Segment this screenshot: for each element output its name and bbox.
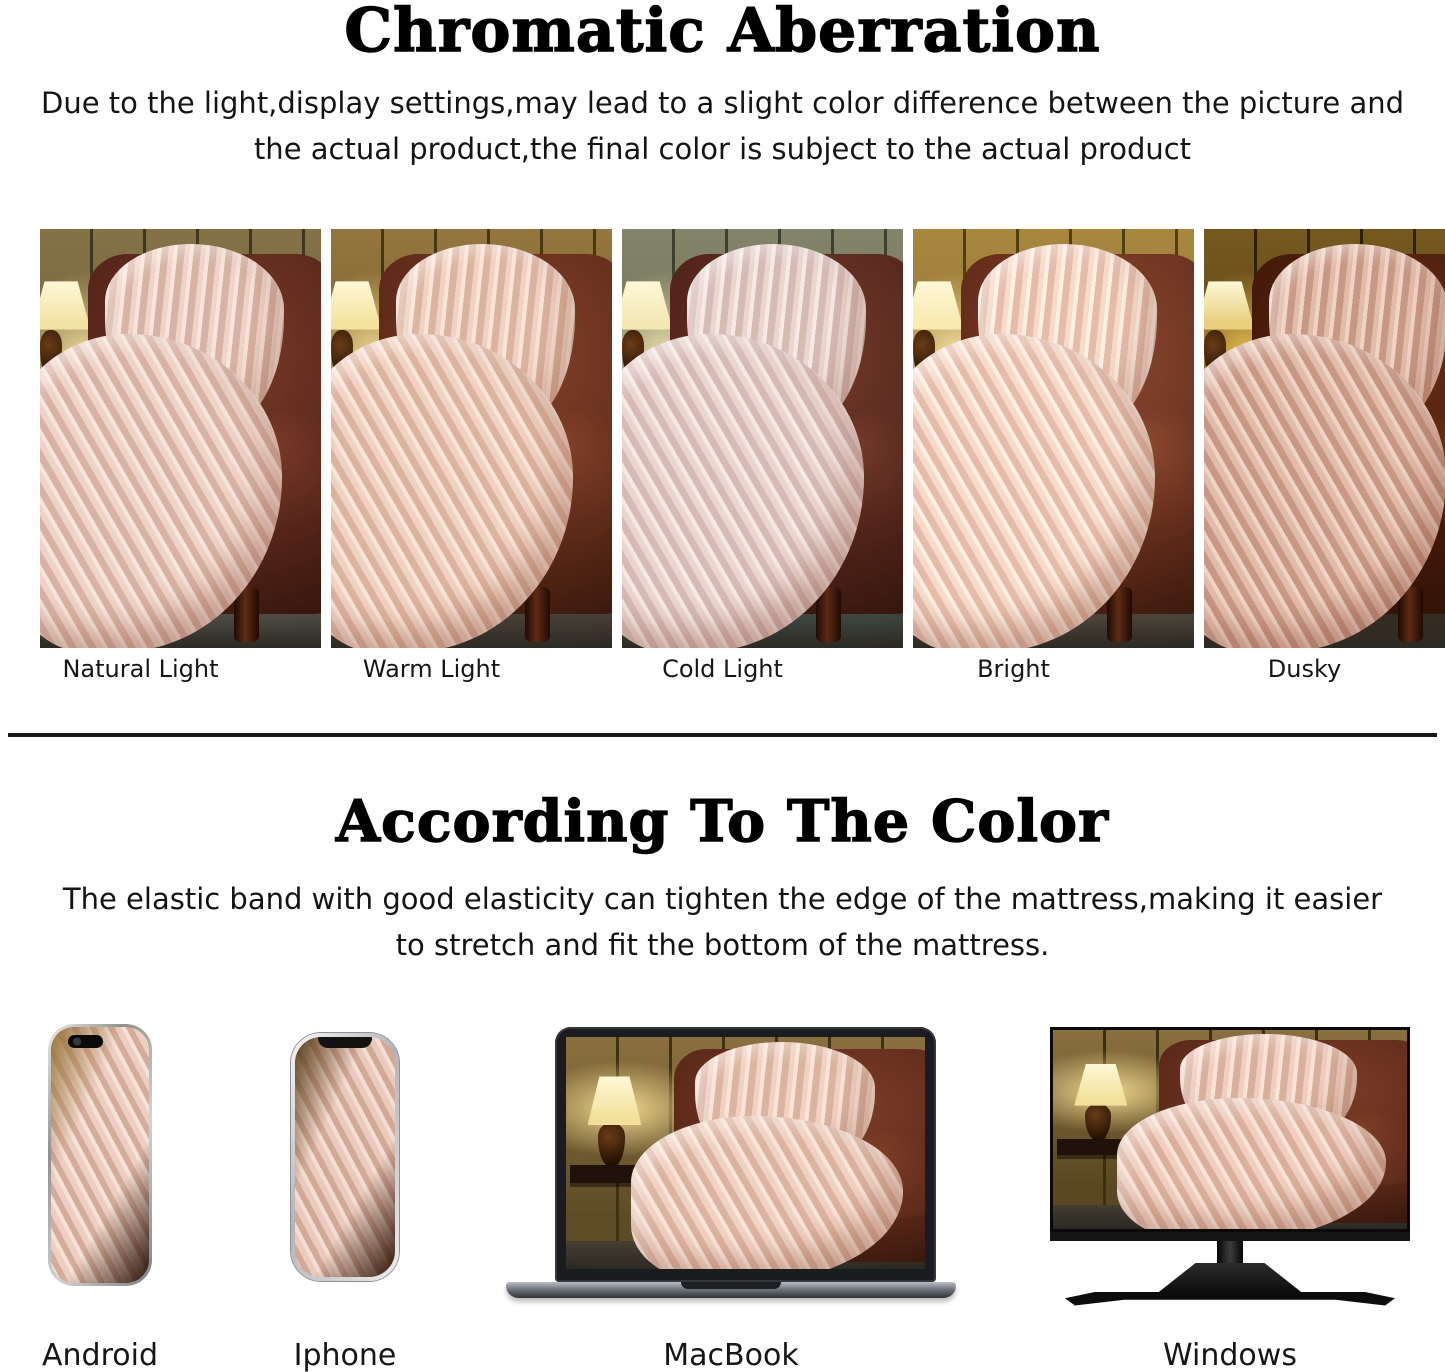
- section1-subtitle-line1: Due to the light,display settings,may lead to a slight color difference between the picture and: [41, 86, 1404, 120]
- living-room-scene: [622, 229, 903, 648]
- variant-label-bright: Bright: [977, 655, 1050, 683]
- section1-subtitle-line2: the actual product,the final color is subject to the actual product: [253, 132, 1192, 166]
- macbook-base: [506, 1282, 956, 1298]
- living-room-scene: [40, 229, 321, 648]
- living-room-scene: [331, 229, 612, 648]
- macbook-laptop: [506, 1027, 956, 1304]
- iphone-screen: [295, 1037, 395, 1277]
- section2-subtitle-line2: to stretch and fit the bottom of the mattress.: [395, 928, 1050, 962]
- photo-cold-light: [622, 229, 903, 648]
- blanket-closeup: [295, 1037, 395, 1277]
- variant-label-cold-light: Cold Light: [662, 655, 783, 683]
- device-label-windows: Windows: [1163, 1338, 1297, 1372]
- iphone: [291, 1033, 399, 1281]
- photo-bright: [913, 229, 1194, 648]
- section2-title: According To The Color: [335, 788, 1110, 855]
- variant-label-dusky: Dusky: [1267, 655, 1342, 683]
- notch-icon: [318, 1037, 372, 1048]
- android-phone-screen: [51, 1027, 149, 1283]
- monitor-bottom-bezel: [1050, 1232, 1410, 1241]
- living-room-scene: [566, 1037, 925, 1269]
- device-label-android: Android: [42, 1338, 158, 1372]
- windows-monitor: [1050, 1027, 1410, 1309]
- variant-label-warm-light: Warm Light: [362, 655, 501, 683]
- photo-dusky: [1204, 229, 1445, 648]
- living-room-scene: [913, 229, 1194, 648]
- camera-pill-icon: [68, 1035, 103, 1048]
- section1-title: Chromatic Aberration: [344, 0, 1101, 66]
- monitor-screen: [1050, 1027, 1410, 1232]
- variant-label-natural-light: Natural Light: [62, 655, 219, 683]
- device-label-macbook: MacBook: [663, 1338, 799, 1372]
- section2-subtitle: [0, 876, 1445, 968]
- blanket: [1117, 1098, 1386, 1229]
- photo-warm-light: [331, 229, 612, 648]
- monitor-stand-feet: [1065, 1292, 1395, 1307]
- monitor-stand-neck: [1217, 1241, 1243, 1265]
- section-divider: [8, 733, 1437, 737]
- blanket: [631, 1116, 904, 1269]
- macbook-screen: [566, 1037, 925, 1269]
- living-room-scene: [1053, 1030, 1407, 1229]
- macbook-lid: [555, 1027, 936, 1282]
- living-room-scene: [1204, 229, 1445, 648]
- android-phone: [48, 1024, 152, 1286]
- monitor-stand-hub: [1155, 1263, 1305, 1295]
- section2-subtitle-line1: The elastic band with good elasticity can tighten the edge of the mattress,making it easier: [62, 882, 1383, 916]
- device-label-iphone: Iphone: [293, 1338, 397, 1372]
- blanket-closeup: [51, 1027, 149, 1283]
- photo-natural-light: [40, 229, 321, 648]
- section1-subtitle: [0, 80, 1445, 172]
